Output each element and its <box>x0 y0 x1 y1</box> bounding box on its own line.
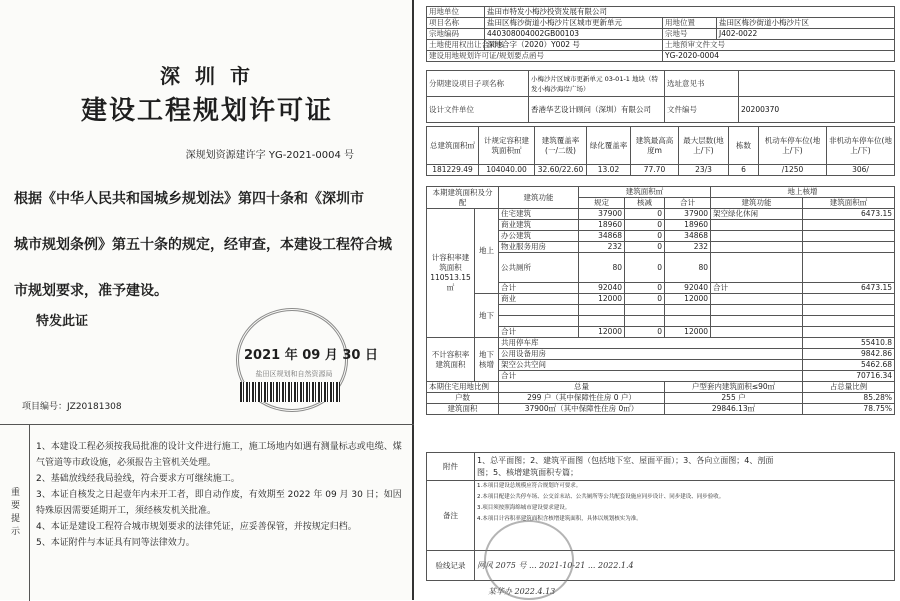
project-number: 项目编号：JZ20181308 <box>22 402 122 412</box>
core-func-cell: 架空绿化休闲 <box>711 209 803 220</box>
plan-cell: 18960 <box>579 220 625 231</box>
plan-cell: 232 <box>579 242 625 253</box>
bottom-handwriting: 某华办 2022.4.13 <box>488 587 556 596</box>
func-cell: 办公建筑 <box>499 231 579 242</box>
plan-cell: 12000 <box>579 294 625 305</box>
sum-label: 合计 <box>499 327 579 338</box>
metric-header: 总建筑面积㎡ <box>427 127 479 165</box>
change-value: 网风 2075 号 ... 2021-10-21 ... 2022.1.4 <box>475 551 895 581</box>
noncalc-val: 5462.68 <box>803 360 895 371</box>
house-area-label: 建筑面积 <box>427 404 499 415</box>
body-line: 市规划要求，准予建设。 <box>14 283 168 299</box>
area-label: 建筑面积㎡ <box>579 187 711 198</box>
metric-value: /1250 <box>759 165 827 176</box>
sum-plan: 12000 <box>579 327 625 338</box>
above-core-area: 建筑面积㎡ <box>803 198 895 209</box>
total-cell: 80 <box>665 253 711 283</box>
permit-body-text <box>14 176 404 314</box>
metric-value: 181229.49 <box>427 165 479 176</box>
important-notes <box>0 424 414 600</box>
phase-label: 分期建设项目子项名称 <box>427 71 529 97</box>
remark-line: 1.本项目建设总规模应符合规划许可要求。 <box>477 483 582 489</box>
metric-header: 建筑最高高度m <box>631 127 679 165</box>
house-ratio-label: 占总量比例 <box>803 382 895 393</box>
house-units-label: 户数 <box>427 393 499 404</box>
notes-list <box>36 439 406 551</box>
barcode <box>240 382 340 402</box>
func-cell: 住宅建筑 <box>499 209 579 220</box>
func-label: 建筑功能 <box>499 187 579 209</box>
noncalc-label: 不计容积率建筑面积 <box>427 338 475 382</box>
land-cert-label: 土地使用权出让合同书 <box>427 40 485 51</box>
metric-value: 104040.00 <box>479 165 535 176</box>
change-label: 验线记录 <box>427 551 475 581</box>
above-core-title: 地上核增 <box>711 187 895 198</box>
metric-value: 13.02 <box>587 165 631 176</box>
core-cell: 0 <box>625 220 665 231</box>
func-cell: 商业 <box>499 294 579 305</box>
note-item: 3、本证自核发之日起壹年内未开工者，即自动作废，有效期至 2022 年 09 月 30 日；如因特殊原因需要延期开工，须经核发机关批准。 <box>36 490 402 516</box>
sum-label: 合计 <box>499 283 579 294</box>
noncalc-func: 架空公共空间 <box>499 360 803 371</box>
metric-header: 绿化覆盖率 <box>587 127 631 165</box>
land-cert-value: 深地合字（2020）Y002 号 <box>485 40 663 51</box>
permit-detail-page <box>418 0 900 600</box>
func-cell: 公共厕所 <box>499 253 579 283</box>
total-cell: 34868 <box>665 231 711 242</box>
location-value: 盐田区梅沙街道小梅沙片区 <box>717 18 895 29</box>
house-units-ratio: 85.28% <box>803 393 895 404</box>
sum-core: 0 <box>625 327 665 338</box>
remark-label: 备注 <box>427 481 475 551</box>
noncalc-val: 9842.86 <box>803 349 895 360</box>
sum-core: 0 <box>625 283 665 294</box>
parcel-value: 440308004002GB00103 <box>485 29 663 40</box>
house-title: 本期住宅用地比例 <box>427 382 499 393</box>
design-value: 香港华艺设计顾问（深圳）有限公司 <box>529 97 665 123</box>
metric-header: 机动车停车位(地上/下) <box>759 127 827 165</box>
noncalc-func: 共用停车库 <box>499 338 803 349</box>
remark-line: 3.项目须按照海绵城市建设要求建设。 <box>477 505 571 511</box>
area-distribution-table <box>426 186 895 415</box>
plan-cell: 37900 <box>579 209 625 220</box>
noncalc-func: 公用设备用房 <box>499 349 803 360</box>
noncalc-val: 55410.8 <box>803 338 895 349</box>
permit-doc-number: 深规划资源建许字 YG-2021-0004 号 <box>185 150 354 161</box>
metric-value: 6 <box>729 165 759 176</box>
note-item: 1、本建设工程必须按我局批准的设计文件进行施工，施工场地内如遇有测量标志或电缆、煤气管道等市政设施，必须报告主管机关处理。 <box>36 442 402 468</box>
land-pre-label: 土地预审文件文号 <box>663 40 895 51</box>
core-cell: 0 <box>625 231 665 242</box>
core-cell: 0 <box>625 242 665 253</box>
calc-label: 计容积率建筑面积 110513.15㎡ <box>427 209 475 338</box>
opinion-label: 选址意见书 <box>665 71 739 97</box>
phase-design-table <box>426 70 895 123</box>
remark-line: 2.本项目配建公共停车场、公交首末站、公共厕所等公共配套设施应同步设计、同步建设、同步验收。 <box>477 494 725 500</box>
total-cell: 232 <box>665 242 711 253</box>
notes-label: 重要提示 <box>0 425 30 601</box>
note-item: 4、本证是建设工程符合城市规划要求的法律凭证，应妥善保管，并按规定归档。 <box>36 522 357 532</box>
noncalc-sum: 70716.34 <box>803 371 895 382</box>
metric-header: 计规定容积建筑面积㎡ <box>479 127 535 165</box>
attach-value: 1、总平面图；2、建筑平面图（包括地下室、屋面平面）；3、各向立面图；4、剖面 图；5、核增建筑面积专篇； <box>475 453 895 481</box>
sum-plan: 92040 <box>579 283 625 294</box>
parcel-no-value: J402-0022 <box>717 29 895 40</box>
house-area-total: 37900㎡（其中保障性住房 0㎡） <box>499 404 665 415</box>
house-units-total: 299 户（其中保障性住房 0 户） <box>499 393 665 404</box>
project-label: 项目名称 <box>427 18 485 29</box>
metric-value: 23/3 <box>679 165 729 176</box>
permit-city-title: 深 圳 市 <box>160 64 254 88</box>
sum-total: 12000 <box>665 327 711 338</box>
plan-cell: 80 <box>579 253 625 283</box>
project-value: 盐田区梅沙街道小梅沙片区城市更新单元 <box>485 18 663 29</box>
sum-total: 92040 <box>665 283 711 294</box>
above-label: 地上 <box>475 209 499 294</box>
house-small-label: 户型套内建筑面积≤90㎡ <box>665 382 803 393</box>
above-core-func: 建筑功能 <box>711 198 803 209</box>
issue-text: 特发此证 <box>36 314 89 329</box>
bottom-seal <box>484 520 574 600</box>
note-item: 2、基础放线经我局验线，符合要求方可继续施工。 <box>36 474 240 484</box>
design-no-value: 20200370 <box>739 97 895 123</box>
col-plan: 规定 <box>579 198 625 209</box>
total-cell: 12000 <box>665 294 711 305</box>
noncalc-side: 地下核增 <box>475 338 499 382</box>
metric-header: 栋数 <box>729 127 759 165</box>
plan-cell: 34868 <box>579 231 625 242</box>
plan-permit-value: YG-2020-0004 <box>663 51 895 62</box>
builder-label: 用地单位 <box>427 7 485 18</box>
core-sum-label: 合计 <box>711 283 803 294</box>
core-sum-value: 6473.15 <box>803 283 895 294</box>
attach-label: 附件 <box>427 453 475 481</box>
location-label: 用地位置 <box>663 18 717 29</box>
metrics-table <box>426 126 895 176</box>
col-core: 核减 <box>625 198 665 209</box>
design-label: 设计文件单位 <box>427 97 529 123</box>
total-cell: 37900 <box>665 209 711 220</box>
seal-text: 盐田区规划和自然资源局 <box>255 370 333 378</box>
plan-permit-label: 建设用地规划许可证/规划要点函号 <box>427 51 663 62</box>
metric-header: 非机动车停车位(地上/下) <box>827 127 895 165</box>
project-info-table <box>426 6 895 62</box>
house-total-label: 总量 <box>499 382 665 393</box>
noncalc-sum-label: 合计 <box>499 371 803 382</box>
func-title: 本期建筑面积及分配 <box>427 187 499 209</box>
design-no-label: 文件编号 <box>665 97 739 123</box>
metric-header: 最大层数(地上/下) <box>679 127 729 165</box>
metric-value: 32.60/22.60 <box>535 165 587 176</box>
note-item: 5、本证附件与本证具有同等法律效力。 <box>36 538 195 548</box>
issue-date: 2021 年 09 月 30 日 <box>244 348 378 363</box>
core-area-cell: 6473.15 <box>803 209 895 220</box>
core-cell: 0 <box>625 253 665 283</box>
below-label: 地下 <box>475 294 499 338</box>
house-units-small: 255 户 <box>665 393 803 404</box>
col-total: 合计 <box>665 198 711 209</box>
permit-main-title: 建设工程规划许可证 <box>80 96 333 126</box>
opinion-value <box>739 71 895 97</box>
parcel-label: 宗地编码 <box>427 29 485 40</box>
core-cell: 0 <box>625 294 665 305</box>
body-line: 根据《中华人民共和国城乡规划法》第四十条和《深圳市 <box>14 191 364 207</box>
func-cell: 物业服务用房 <box>499 242 579 253</box>
func-cell: 商业建筑 <box>499 220 579 231</box>
parcel-no-label: 宗地号 <box>663 29 717 40</box>
metric-value: 306/ <box>827 165 895 176</box>
house-area-small: 29846.13㎡ <box>665 404 803 415</box>
metric-header: 建筑覆盖率(一/二级) <box>535 127 587 165</box>
remark-line: 4.本项目计容积率建筑面积含核增建筑面积，具体以规划核实为准。 <box>477 516 642 522</box>
house-area-ratio: 78.75% <box>803 404 895 415</box>
builder-value: 盐田市特发小梅沙投资发展有限公司 <box>485 7 895 18</box>
phase-value: 小梅沙片区城市更新单元 03-01-1 地块（特发小梅沙海岸广场） <box>529 71 665 97</box>
permit-cover-page <box>0 0 414 600</box>
core-cell: 0 <box>625 209 665 220</box>
metric-value: 77.70 <box>631 165 679 176</box>
total-cell: 18960 <box>665 220 711 231</box>
body-line: 城市规划条例》第五十条的规定，经审查，本建设工程符合城 <box>14 237 392 253</box>
